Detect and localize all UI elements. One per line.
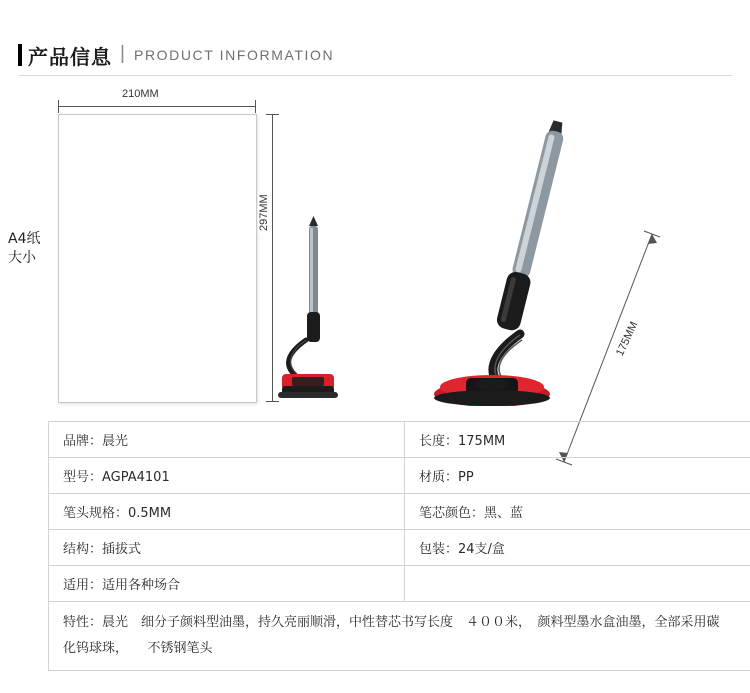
height-dimension-cap-top [266,114,279,115]
width-dimension-line [58,106,256,107]
page-title-cn: 产品信息 [28,45,112,69]
table-row-features [49,602,750,671]
spec-table-body [49,422,750,671]
table-row [49,458,750,494]
features-line-1: 特性：晨光 细分子颜料型油墨，持久亮丽顺滑，中性替芯书写长度 ４００米， 颜料型墨水盒油墨，全部采用碳 [63,615,720,630]
page-header [0,38,750,78]
spec-cell-model: 型号：AGPA4101 [49,458,405,494]
header-separator: | [120,43,125,64]
table-row [49,494,750,530]
length-dimension-label: 175MM [614,319,641,359]
a4-size-label-line2: 大小 [8,250,36,266]
table-row [49,422,750,458]
page-title-en: PRODUCT INFORMATION [134,47,335,63]
pen-illustration-small [276,216,362,406]
header-divider [18,75,732,76]
spec-cell-packaging: 包装：24支/盒 [405,530,750,566]
illustration-area [0,88,750,418]
a4-size-label [8,230,56,268]
spec-cell-usage: 适用：适用各种场合 [49,566,405,602]
spec-cell-length: 长度：175MM [405,422,750,458]
spec-cell-material: 材质：PP [405,458,750,494]
height-dimension-label: 297MM [258,191,270,234]
spec-cell-tip-size: 笔头规格：0.5MM [49,494,405,530]
table-row [49,530,750,566]
spec-cell-empty [405,566,750,602]
width-dimension-cap-right [255,100,256,113]
width-dimension-label: 210MM [118,88,163,100]
a4-size-label-line1: A4纸 [8,231,41,247]
spec-cell-structure: 结构：插拔式 [49,530,405,566]
spec-cell-features [49,602,750,671]
features-line-2: 化钨球珠， 不锈钢笔头 [63,641,213,656]
header-accent-bar [18,44,22,66]
product-spec-table [48,421,750,671]
spec-cell-refill-color: 笔芯颜色：黑、蓝 [405,494,750,530]
height-dimension-line [272,114,273,402]
a4-paper-rectangle [58,114,257,403]
table-row [49,566,750,602]
width-dimension-cap-left [58,100,59,113]
spec-cell-brand: 品牌：晨光 [49,422,405,458]
